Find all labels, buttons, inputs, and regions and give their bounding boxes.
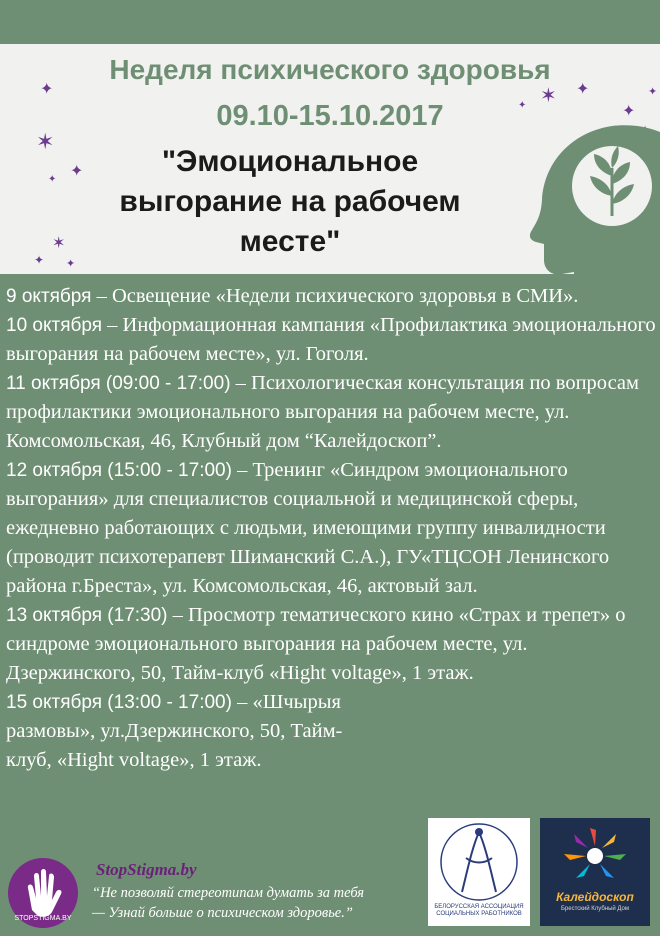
entry-text: – Просмотр тематического кино «Страх и трепет» о синдроме эмоционального выгорания на рабочем месте, ул. Дзержинского, 50, Тайм-клуб «Hight voltage», 1 этаж.: [6, 604, 626, 684]
entry-text: – Психологическая консультация по вопросам профилактики эмоционального выгорания на рабочем месте, ул. Комсомольская, 46, Клубный дом “Калейдоскоп”.: [6, 372, 639, 452]
week-title: Неделя психического здоровья: [109, 54, 551, 85]
subject-line: месте": [239, 225, 341, 258]
leaf-icon: ✦: [648, 86, 658, 98]
schedule-entry: [6, 456, 658, 601]
entry-date: 10 октября: [6, 315, 103, 336]
leaf-icon: ✦: [34, 253, 45, 267]
schedule-entry: [6, 688, 366, 775]
entry-date: 11 октября (09:00 - 17:00): [6, 373, 231, 394]
entry-date: 12 октября (15:00 - 17:00): [6, 460, 232, 481]
kaleidoscope-logo: [540, 818, 650, 926]
stopstigma-tagline: — Узнай больше о психическом здоровье.”: [92, 905, 353, 921]
stopstigma-logo: [8, 858, 78, 928]
top-band: [0, 0, 660, 44]
entry-date: 13 октября (17:30): [6, 605, 168, 626]
entry-text: – Информационная кампания «Профилактика эмоционального выгорания на рабочем месте», ул. Гоголя.: [6, 314, 656, 365]
schedule-entry: [6, 601, 658, 688]
header-banner: [0, 44, 660, 274]
leaf-icon: ✦: [66, 258, 76, 270]
stopstigma-tagline: “Не позволяй стереотипам думать за тебя: [92, 885, 365, 901]
schedule-entry: [6, 311, 658, 369]
leaf-icon: ✶: [36, 129, 55, 154]
schedule-entry: [6, 282, 658, 311]
head-silhouette-icon: [528, 124, 660, 274]
leaf-icon: ✦: [518, 100, 527, 111]
schedule-entry: [6, 369, 658, 456]
event-subject: [70, 142, 510, 262]
entry-date: 15 октября (13:00 - 17:00): [6, 692, 232, 713]
leaf-icon: ✦: [576, 81, 590, 98]
kaleidoscope-hands-icon: [540, 818, 650, 888]
stopstigma-badge-text: STOPSTIGMA.BY: [14, 915, 72, 922]
entry-date: 9 октября: [6, 286, 92, 307]
stopstigma-title: StopStigma.by: [96, 860, 197, 879]
entry-text: – Освещение «Недели психического здоровья в СМИ».: [91, 285, 579, 307]
hand-icon: [8, 858, 78, 928]
schedule-list: [6, 282, 658, 775]
leaf-icon: ✦: [70, 163, 84, 180]
leaf-icon: ✦: [48, 174, 57, 185]
leaf-icon: ✶: [52, 235, 66, 252]
entry-text: – «Шчырыя размовы», ул.Дзержинского, 50, Тайм-клуб, «Hight voltage», 1 этаж.: [6, 691, 343, 771]
event-dates: 09.10-15.10.2017: [216, 100, 444, 132]
association-logo: [428, 818, 530, 926]
leaf-icon: ✶: [540, 85, 557, 107]
entry-text: – Тренинг «Синдром эмоционального выгорания» для специалистов социальной и медицинской сферы, ежедневно работающих с людьми, имеющими группу инвалидности (проводит психотерапевт Шиманский С.А.), ГУ«ТЦСОН Ленинского района г.Бреста», ул. Комсомольская, 46, актовый зал.: [6, 459, 610, 597]
association-name: БЕЛОРУССКАЯ АССОЦИАЦИЯ СОЦИАЛЬНЫХ РАБОТНИКОВ: [434, 904, 524, 917]
leaf-icon: ✦: [40, 81, 54, 98]
subject-line: "Эмоциональное: [161, 145, 419, 178]
kaleidoscope-subtitle: Брестский Клубный Дом: [560, 906, 630, 912]
kaleidoscope-name: Калейдоскоп: [556, 890, 634, 904]
association-emblem-icon: [428, 818, 530, 904]
subject-line: выгорание на рабочем: [119, 185, 461, 218]
leaf-icon: ✦: [622, 103, 636, 120]
